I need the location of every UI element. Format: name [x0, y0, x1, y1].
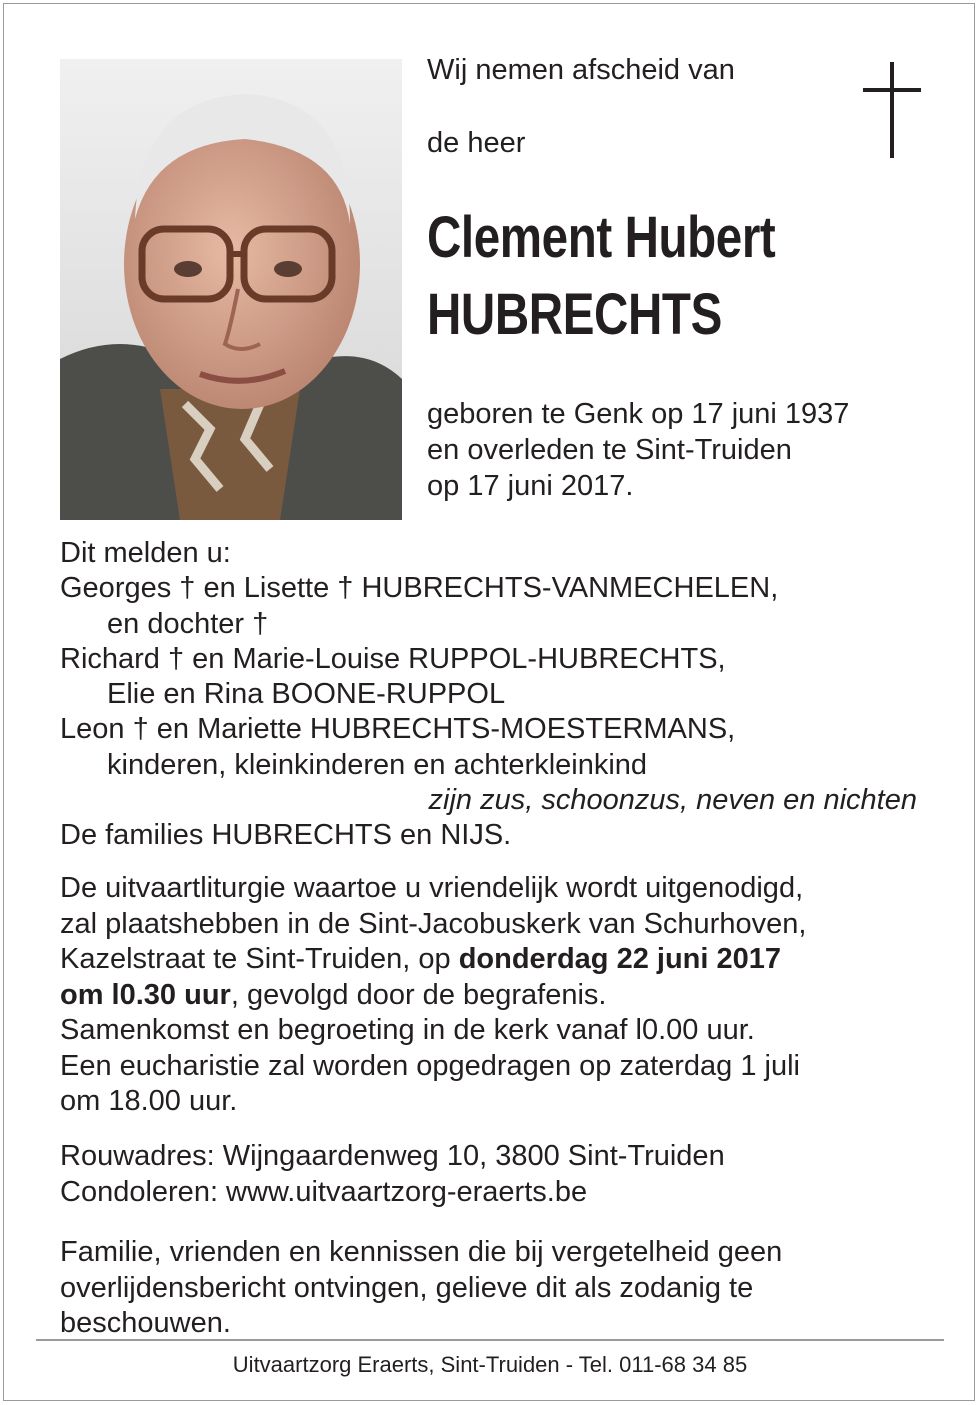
notice-paragraph: [60, 1235, 782, 1342]
family-line-italic: zijn zus, schoonzus, neven en nichten: [428, 784, 917, 817]
life-dates: [427, 396, 849, 504]
portrait-photo: [60, 59, 402, 520]
funeral-line: Een eucharistie zal worden opgedragen op zaterdag 1 juli: [60, 1049, 800, 1082]
footer-funeral-home: Uitvaartzorg Eraerts, Sint-Truiden - Tel. 011-68 34 85: [232, 1352, 748, 1377]
funeral-line: De uitvaartliturgie waartoe u vriendelijk wordt uitgenodigd,: [60, 872, 804, 904]
deceased-surname: HUBRECHTS: [427, 282, 722, 347]
honorific: de heer: [427, 127, 526, 159]
family-line: Georges † en Lisette † HUBRECHTS-VANMECHELEN,: [60, 572, 779, 605]
family-line: Leon † en Mariette HUBRECHTS-MOESTERMANS,: [60, 713, 736, 746]
family-line: Richard † en Marie-Louise RUPPOL-HUBRECHTS,: [60, 642, 726, 675]
condolence-website: Condoleren: www.uitvaartzorg-eraerts.be: [60, 1175, 588, 1208]
funeral-line: Samenkomst en begroeting in de kerk vanaf l0.00 uur.: [60, 1014, 755, 1046]
footer-divider: [36, 1339, 944, 1341]
notice-line: beschouwen.: [60, 1307, 231, 1339]
contact-details: [60, 1139, 725, 1210]
announcement-heading: Dit melden u:: [60, 537, 231, 569]
funeral-line: zal plaatshebben in de Sint-Jacobuskerk van Schurhoven,: [60, 907, 807, 940]
death-date-line: op 17 juni 2017.: [427, 470, 634, 502]
intro-text: Wij nemen afscheid van: [427, 54, 735, 86]
family-line: en dochter †: [107, 607, 269, 640]
mourning-address: Rouwadres: Wijngaardenweg 10, 3800 Sint-Truiden: [60, 1140, 725, 1172]
notice-line: overlijdensbericht ontvingen, gelieve dit als zodanig te: [60, 1271, 754, 1304]
birth-line: geboren te Genk op 17 juni 1937: [427, 398, 850, 430]
funeral-location: Kazelstraat te Sint-Truiden, op: [60, 943, 459, 975]
family-line: kinderen, kleinkinderen en achterkleinkind: [107, 748, 648, 781]
family-line: De families HUBRECHTS en NIJS.: [60, 819, 512, 852]
funeral-burial: , gevolgd door de begrafenis.: [230, 978, 607, 1011]
notice-line: Familie, vrienden en kennissen die bij vergetelheid geen: [60, 1236, 783, 1268]
funeral-line: [60, 942, 806, 978]
cross-icon: [863, 62, 921, 158]
funeral-details: [60, 871, 806, 1120]
funeral-time: om l0.30 uur: [60, 978, 231, 1011]
family-line: Elie en Rina BOONE-RUPPOL: [107, 678, 506, 711]
death-line: en overleden te Sint-Truiden: [427, 434, 792, 466]
funeral-line: [60, 978, 806, 1014]
family-announcement: [60, 536, 917, 854]
funeral-line: om 18.00 uur.: [60, 1085, 238, 1117]
deceased-first-names: Clement Hubert: [427, 205, 776, 270]
funeral-date: donderdag 22 juni 2017: [458, 943, 782, 975]
